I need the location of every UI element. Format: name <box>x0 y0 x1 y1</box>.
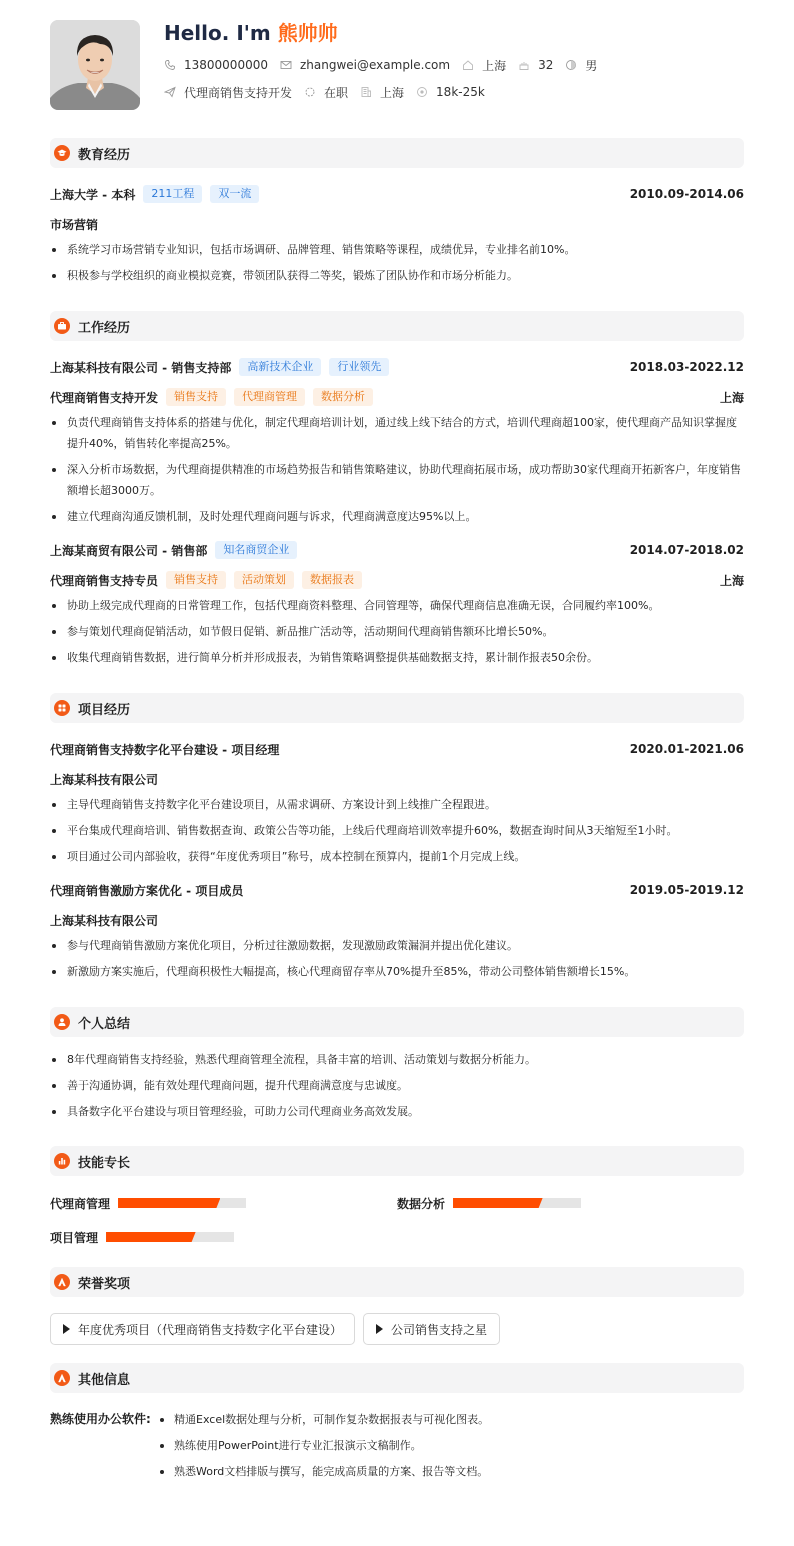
section-other <box>50 1363 744 1393</box>
phone-icon <box>164 59 176 71</box>
company-tag: 高新技术企业 <box>239 358 321 376</box>
skill-item <box>50 1195 397 1212</box>
work-bullets <box>50 595 744 668</box>
age-item <box>518 58 553 72</box>
education-bullets <box>50 239 744 286</box>
status-text: 在职 <box>324 85 349 100</box>
work-date: 2018.03-2022.12 <box>629 360 744 374</box>
header-info <box>164 20 609 110</box>
salary-icon <box>416 86 428 98</box>
company-tag: 知名商贸企业 <box>215 541 297 559</box>
education-date: 2010.09-2014.06 <box>629 187 744 201</box>
job-intent-row <box>164 83 609 101</box>
target-job-item <box>164 84 292 101</box>
avatar <box>50 20 140 110</box>
list-item: 主导代理商销售支持数字化平台建设项目，从需求调研、方案设计到上线推广全程跟进。 <box>50 794 744 815</box>
list-item: 项目通过公司内部验收，获得“年度优秀项目”称号，成本控制在预算内，提前1个月完成上线。 <box>50 846 744 867</box>
skill-tag: 数据报表 <box>302 571 362 589</box>
project-company: 上海某科技有限公司 <box>50 913 159 928</box>
email-item <box>280 58 450 72</box>
skills-row <box>50 1193 744 1213</box>
work-entry <box>50 540 744 668</box>
work-entry <box>50 357 744 527</box>
building-icon <box>360 86 372 98</box>
graduation-cap-icon <box>54 145 70 161</box>
education-entry <box>50 184 744 286</box>
mail-icon <box>280 59 292 71</box>
skill-item <box>50 1229 403 1246</box>
section-title: 技能专长 <box>78 1155 131 1171</box>
skill-bar <box>453 1198 581 1208</box>
list-item: 积极参与学校组织的商业模拟竞赛，带领团队获得二等奖，锻炼了团队协作和市场分析能力。 <box>50 265 744 286</box>
skill-tag: 活动策划 <box>234 571 294 589</box>
skills-row <box>50 1227 744 1247</box>
position-name: 代理商销售支持专员 <box>50 573 159 588</box>
skill-fill <box>118 1198 220 1208</box>
work-bullets <box>50 412 744 527</box>
project-company-row <box>50 910 744 930</box>
phone-text: 13800000000 <box>184 58 268 72</box>
list-item: 深入分析市场数据，为代理商提供精准的市场趋势报告和销售策略建议，协助代理商拓展市场，成功帮助30家代理商开拓新客户，年度销售额增长超3000万。 <box>50 459 744 501</box>
work-city: 上海 <box>719 573 744 588</box>
gender-item <box>565 57 597 74</box>
project-date: 2019.05-2019.12 <box>629 883 744 897</box>
gender-icon <box>565 59 577 71</box>
skill-tag: 数据分析 <box>313 388 373 406</box>
age-icon <box>518 59 530 71</box>
home-icon <box>462 59 474 71</box>
project-bullets <box>50 935 744 982</box>
greeting-prefix: Hello. I'm <box>164 21 278 45</box>
major-row <box>50 214 744 234</box>
other-label: 熟练使用办公软件: <box>50 1412 151 1426</box>
play-triangle-icon <box>63 1324 70 1334</box>
gender-text: 男 <box>585 58 598 73</box>
bar-chart-icon <box>54 1153 70 1169</box>
skill-tag: 销售支持 <box>166 388 226 406</box>
project-company: 上海某科技有限公司 <box>50 772 159 787</box>
age-text: 32 <box>538 58 554 72</box>
list-item: 8年代理商销售支持经验，熟悉代理商管理全流程，具备丰富的培训、活动策划与数据分析能力。 <box>50 1049 744 1070</box>
status-item <box>304 84 348 101</box>
location-text: 上海 <box>482 58 507 73</box>
list-item: 参与策划代理商促销活动，如节假日促销、新品推广活动等，活动期间代理商销售额环比增长50%。 <box>50 621 744 642</box>
award-label: 公司销售支持之星 <box>391 1322 488 1337</box>
other-info <box>50 1409 744 1482</box>
school-name: 上海大学 - 本科 <box>50 187 136 202</box>
target-job-text: 代理商销售支持开发 <box>184 85 293 100</box>
status-icon <box>304 86 316 98</box>
company-tag: 行业领先 <box>329 358 389 376</box>
position-row <box>50 570 744 590</box>
phone-item <box>164 58 268 72</box>
contact-row <box>164 56 609 74</box>
salary-item <box>416 85 485 99</box>
list-item: 善于沟通协调，能有效处理代理商问题，提升代理商满意度与忠诚度。 <box>50 1075 744 1096</box>
work-header <box>50 540 744 560</box>
award-label: 年度优秀项目（代理商销售支持数字化平台建设） <box>78 1322 343 1337</box>
briefcase-icon <box>54 318 70 334</box>
skill-bar <box>118 1198 246 1208</box>
section-title: 项目经历 <box>78 702 131 718</box>
work-city: 上海 <box>719 390 744 405</box>
skill-label: 数据分析 <box>397 1196 446 1211</box>
project-title: 代理商销售支持数字化平台建设 - 项目经理 <box>50 742 280 757</box>
education-header <box>50 184 744 204</box>
project-entry <box>50 739 744 867</box>
list-item: 新激励方案实施后，代理商积极性大幅提高，核心代理商留存率从70%提升至85%，带动公司整体销售额增长15%。 <box>50 961 744 982</box>
skill-fill <box>106 1232 196 1242</box>
project-bullets <box>50 794 744 867</box>
target-city-item <box>360 84 404 101</box>
major-name: 市场营销 <box>50 217 99 232</box>
section-honors <box>50 1267 744 1297</box>
work-date: 2014.07-2018.02 <box>629 543 744 557</box>
project-header <box>50 880 744 900</box>
section-education <box>50 138 744 168</box>
position-row <box>50 387 744 407</box>
section-title: 其他信息 <box>78 1372 131 1388</box>
work-header <box>50 357 744 377</box>
greeting <box>164 20 609 46</box>
list-item: 熟悉Word文档排版与撰写，能完成高质量的方案、报告等文档。 <box>152 1461 489 1482</box>
grid-icon <box>54 700 70 716</box>
awards-list <box>50 1313 744 1345</box>
project-entry <box>50 880 744 982</box>
award-item <box>363 1313 500 1345</box>
section-title: 工作经历 <box>78 320 131 336</box>
list-item: 精通Excel数据处理与分析，可制作复杂数据报表与可视化图表。 <box>152 1409 489 1430</box>
list-item: 协助上级完成代理商的日常管理工作，包括代理商资料整理、合同管理等，确保代理商信息准确无误，合同履约率100%。 <box>50 595 744 616</box>
location-item <box>462 57 506 74</box>
company-name: 上海某商贸有限公司 - 销售部 <box>50 543 208 558</box>
other-bullets <box>152 1409 489 1482</box>
candidate-name: 熊帅帅 <box>277 21 338 45</box>
person-icon <box>54 1014 70 1030</box>
project-title: 代理商销售激励方案优化 - 项目成员 <box>50 883 244 898</box>
company-name: 上海某科技有限公司 - 销售支持部 <box>50 360 232 375</box>
salary-text: 18k-25k <box>436 85 485 99</box>
list-item: 具备数字化平台建设与项目管理经验，可助力公司代理商业务高效发展。 <box>50 1101 744 1122</box>
skill-label: 代理商管理 <box>50 1196 111 1211</box>
skill-tag: 销售支持 <box>166 571 226 589</box>
section-projects <box>50 693 744 723</box>
resume-page <box>50 20 744 1482</box>
school-tag: 211工程 <box>143 185 202 203</box>
section-summary <box>50 1007 744 1037</box>
list-item: 系统学习市场营销专业知识，包括市场调研、品牌管理、销售策略等课程，成绩优异，专业排名前10%。 <box>50 239 744 260</box>
project-header <box>50 739 744 759</box>
resume-header <box>50 20 744 110</box>
list-item: 熟练使用PowerPoint进行专业汇报演示文稿制作。 <box>152 1435 489 1456</box>
project-date: 2020.01-2021.06 <box>629 742 744 756</box>
skill-tag: 代理商管理 <box>234 388 305 406</box>
play-triangle-icon <box>376 1324 383 1334</box>
skill-label: 项目管理 <box>50 1230 99 1245</box>
skill-item <box>397 1195 744 1212</box>
section-title: 荣誉奖项 <box>78 1276 131 1292</box>
list-item: 负责代理商销售支持体系的搭建与优化，制定代理商培训计划，通过线上线下结合的方式，培训代理商超100家，使代理商产品知识掌握度提升40%，销售转化率提高25%。 <box>50 412 744 454</box>
position-name: 代理商销售支持开发 <box>50 390 159 405</box>
project-company-row <box>50 769 744 789</box>
target-city-text: 上海 <box>380 85 405 100</box>
skill-fill <box>453 1198 543 1208</box>
email-text: zhangwei@example.com <box>299 58 451 72</box>
summary-bullets <box>50 1049 744 1122</box>
section-work <box>50 311 744 341</box>
skill-bar <box>106 1232 234 1242</box>
award-item <box>50 1313 355 1345</box>
section-skills <box>50 1146 744 1176</box>
section-title: 个人总结 <box>78 1016 131 1032</box>
list-item: 参与代理商销售激励方案优化项目，分析过往激励数据，发现激励政策漏洞并提出优化建议。 <box>50 935 744 956</box>
list-item: 建立代理商沟通反馈机制，及时处理代理商问题与诉求，代理商满意度达95%以上。 <box>50 506 744 527</box>
section-title: 教育经历 <box>78 147 131 163</box>
school-tag: 双一流 <box>210 185 259 203</box>
send-icon <box>164 86 176 98</box>
list-item: 收集代理商销售数据，进行简单分析并形成报表，为销售策略调整提供基础数据支持，累计制作报表50余份。 <box>50 647 744 668</box>
info-icon <box>54 1370 70 1386</box>
list-item: 平台集成代理商培训、销售数据查询、政策公告等功能，上线后代理商培训效率提升60%，数据查询时间从3天缩短至1小时。 <box>50 820 744 841</box>
award-icon <box>54 1274 70 1290</box>
